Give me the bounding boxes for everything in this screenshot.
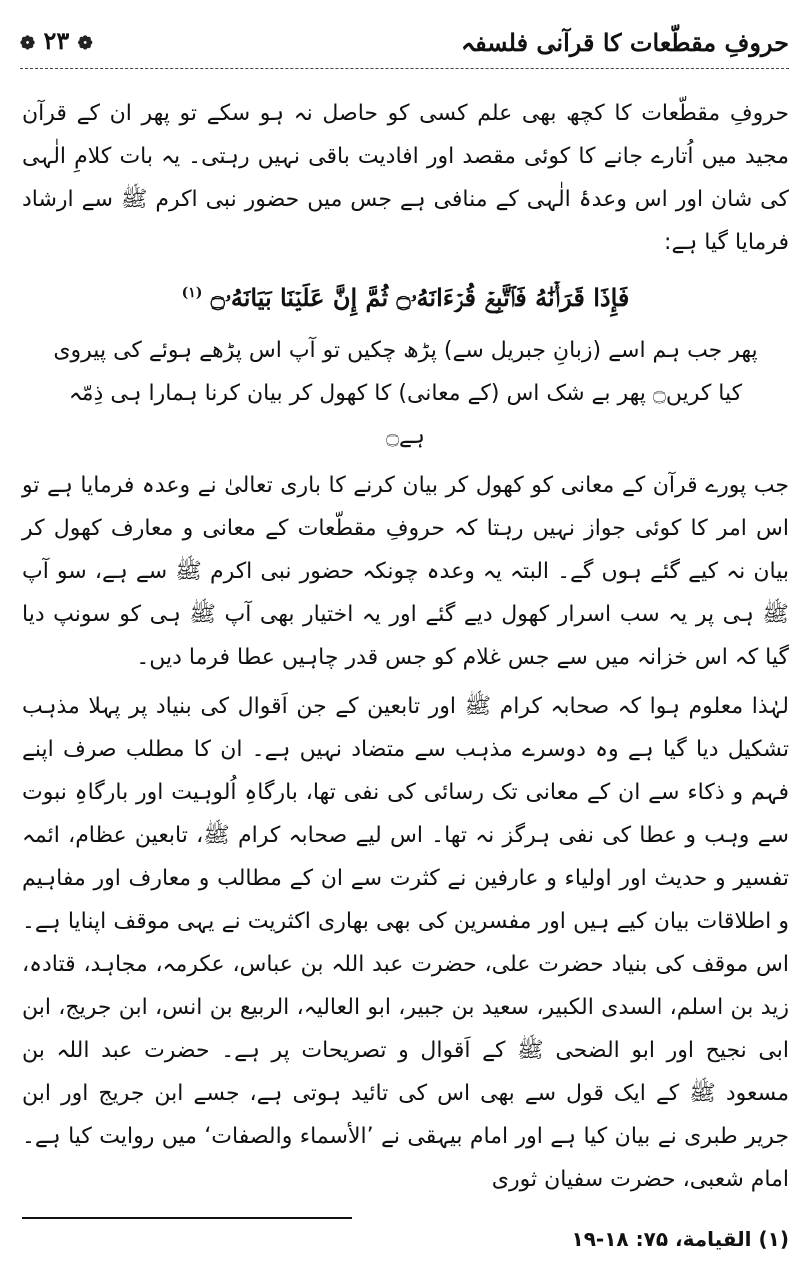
main-text xyxy=(22,92,789,1207)
running-title: حروفِ مقطّعات کا قرآنی فلسفہ xyxy=(461,28,789,57)
verse-text: فَإِذَا قَرَأۡنَٰهُ فَٱتَّبِعۡ قُرۡءَانَهُۥ۝ ثُمَّ إِنَّ عَلَيۡنَا بَيَانَهُۥ۝ xyxy=(210,283,630,312)
paragraph-3: لہٰذا معلوم ہوا کہ صحابہ کرام ﷺ اور تابعین کے جن اَقوال کی بنیاد پر پہلا مذہب تشکیل دیا گیا ہے وہ دوسرے مذہب سے متضاد نہیں ہے۔ ان کا مطلب صرف اپنے فہم و ذکاء سے ان کے معانی تک رسائی کی نفی تھا، بارگاہِ اُلوہیت اور بارگاہِ نبوت سے وہب و عطا کی نفی ہرگز نہ تھا۔ اس لیے صحابہ کرام ﷺ، تابعین عظام، ائمہ تفسیر و حدیث اور اولیاء و عارفین نے کثرت سے ان کے مطالب و معارف اور مفاہیم و اطلاقات بیان کیے ہیں اور مفسرین کی بھی بھاری اکثریت نے یہی موقف اپنایا ہے۔ اس موقف کی بنیاد حضرت علی، حضرت عبد اللہ بن عباس، عکرمہ، مجاہد، قتادہ، زید بن اسلم، السدی الکبیر، سعید بن جبیر، ابو العالیہ، الربیع بن انس، ابن جریج، ابن ابی نجیح اور ابو الضحی ﷺ کے اَقوال و تصریحات پر ہے۔ حضرت عبد اللہ بن مسعود ﷺ کے ایک قول سے بھی اس کی تائید ہوتی ہے، جسے ابن جریج اور ابن جریر طبری نے بیان کیا ہے اور امام بیہقی نے ’الأسماء والصفات‘ میں روایت کیا ہے۔ امام شعبی، حضرت سفیان ثوری xyxy=(22,694,789,1192)
verse-translation: پھر جب ہم اسے (زبانِ جبریل سے) پڑھ چکیں تو آپ اس پڑھے ہوئے کی پیروی کیا کریں۝ پھر بے شک اس (کے معانی) کا کھول کر بیان کرنا ہمارا ہی ذِمّہ ہے۝ xyxy=(53,338,758,449)
footnote: (۱) القیامة، ۷۵: ۱۸-۱۹ xyxy=(571,1227,789,1251)
quran-verse xyxy=(22,270,789,321)
footnote-marker: (۱) xyxy=(181,285,203,301)
header-divider xyxy=(20,68,789,69)
ornament-right-icon: ❁ xyxy=(77,33,93,54)
footnote-divider xyxy=(22,1217,352,1219)
paragraph-2: جب پورے قرآن کے معانی کو کھول کر بیان کرنے کا باری تعالیٰ نے وعدہ فرمایا ہے تو اس امر کا کوئی جواز نہیں رہتا کہ حروفِ مقطّعات کے معانی و معارف کھول کر بیان نہ کیے گئے ہوں گے۔ البتہ یہ وعدہ چونکہ حضور نبی اکرم ﷺ سے ہے، سو آپ ﷺ ہی پر یہ سب اسرار کھول دیے گئے اور یہ اختیار بھی آپ ﷺ ہی کو سونپ دیا گیا کہ اس خزانہ میں سے جس غلام کو جس قدر چاہیں عطا فرما دیں۔ xyxy=(22,473,789,670)
paragraph-1: حروفِ مقطّعات کا کچھ بھی علم کسی کو حاصل نہ ہو سکے تو پھر ان کے قرآن مجید میں اُتارے جانے کا کوئی مقصد اور افادیت باقی نہیں رہتی۔ یہ بات کلامِ الٰہی کی شان اور اس وعدۂ الٰہی کے منافی ہے جس میں حضور نبی اکرم ﷺ سے ارشاد فرمایا گیا ہے: xyxy=(22,101,789,255)
page-number-group xyxy=(20,26,93,55)
page-number: ۲۳ xyxy=(43,26,70,55)
ornament-left-icon: ❁ xyxy=(20,33,36,54)
page-header xyxy=(20,22,789,72)
